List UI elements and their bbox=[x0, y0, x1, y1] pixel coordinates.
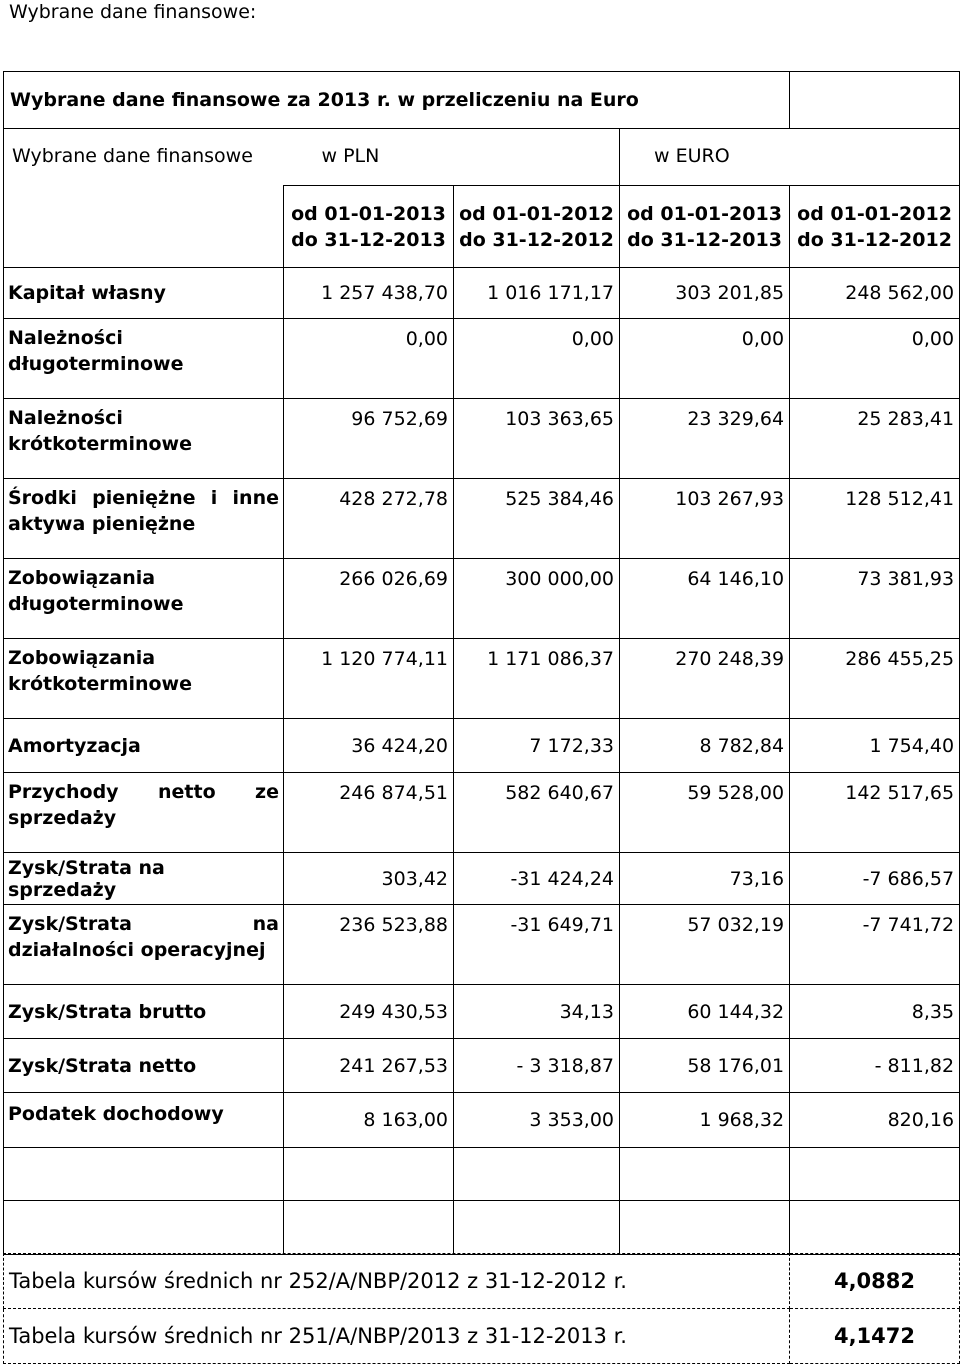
empty-cell bbox=[454, 1148, 620, 1201]
table-row bbox=[4, 1093, 960, 1148]
table-row bbox=[4, 559, 960, 639]
row-label: Należności długoterminowe bbox=[4, 319, 284, 399]
row-value: 3 353,00 bbox=[454, 1093, 620, 1148]
row-value: 34,13 bbox=[454, 985, 620, 1039]
row-value: 300 000,00 bbox=[454, 559, 620, 639]
empty-cell bbox=[284, 1201, 454, 1255]
period-header bbox=[454, 186, 620, 268]
page-heading: Wybrane dane finansowe: bbox=[9, 1, 257, 23]
period-to: do 31-12-2013 bbox=[291, 228, 446, 251]
row-label: Zysk/Strata brutto bbox=[4, 985, 284, 1039]
row-value: -31 649,71 bbox=[454, 905, 620, 985]
row-label: Podatek dochodowy bbox=[4, 1093, 284, 1148]
period-to: do 31-12-2012 bbox=[459, 228, 614, 251]
period-from: od 01-01-2013 bbox=[291, 202, 446, 225]
row-value: 8 163,00 bbox=[284, 1093, 454, 1148]
row-value: 241 267,53 bbox=[284, 1039, 454, 1093]
table-row bbox=[4, 479, 960, 559]
table-title: Wybrane dane finansowe za 2013 r. w przeliczeniu na Euro bbox=[4, 72, 790, 129]
row-value: -7 741,72 bbox=[790, 905, 960, 985]
row-label: Kapitał własny bbox=[4, 268, 284, 319]
row-label: Przychody netto ze sprzedaży bbox=[4, 773, 284, 853]
row-value: 270 248,39 bbox=[620, 639, 790, 719]
header-group-pln: w PLN bbox=[284, 129, 620, 186]
row-label: Zysk/Strata na sprzedaży bbox=[4, 853, 284, 905]
empty-cell bbox=[284, 1148, 454, 1201]
row-value: 142 517,65 bbox=[790, 773, 960, 853]
row-value: 1 016 171,17 bbox=[454, 268, 620, 319]
row-value: 60 144,32 bbox=[620, 985, 790, 1039]
table-row bbox=[4, 1039, 960, 1093]
row-label: Środki pieniężne i inne aktywa pieniężne bbox=[4, 479, 284, 559]
rate-value: 4,0882 bbox=[790, 1254, 960, 1309]
rate-label: Tabela kursów średnich nr 252/A/NBP/2012 z 31-12-2012 r. bbox=[4, 1254, 790, 1309]
row-value: 23 329,64 bbox=[620, 399, 790, 479]
row-value: 286 455,25 bbox=[790, 639, 960, 719]
row-value: -7 686,57 bbox=[790, 853, 960, 905]
row-label: Zobowiązania długoterminowe bbox=[4, 559, 284, 639]
row-value: 7 172,33 bbox=[454, 719, 620, 773]
row-value: 57 032,19 bbox=[620, 905, 790, 985]
row-value: 0,00 bbox=[454, 319, 620, 399]
empty-cell bbox=[790, 1201, 960, 1255]
period-from: od 01-01-2012 bbox=[459, 202, 614, 225]
row-value: 8 782,84 bbox=[620, 719, 790, 773]
table-row bbox=[4, 639, 960, 719]
financial-data-table bbox=[3, 71, 960, 1255]
row-value: 36 424,20 bbox=[284, 719, 454, 773]
empty-cell bbox=[790, 72, 960, 129]
row-value: 1 754,40 bbox=[790, 719, 960, 773]
row-value: 64 146,10 bbox=[620, 559, 790, 639]
row-value: 96 752,69 bbox=[284, 399, 454, 479]
row-value: 428 272,78 bbox=[284, 479, 454, 559]
empty-cell bbox=[620, 1148, 790, 1201]
row-label: Amortyzacja bbox=[4, 719, 284, 773]
empty-cell bbox=[4, 1201, 284, 1255]
row-value: - 3 318,87 bbox=[454, 1039, 620, 1093]
row-value: 8,35 bbox=[790, 985, 960, 1039]
row-value: 303,42 bbox=[284, 853, 454, 905]
rate-row bbox=[4, 1254, 960, 1309]
exchange-rates-table bbox=[3, 1253, 960, 1364]
row-value: 582 640,67 bbox=[454, 773, 620, 853]
row-label: Zysk/Strata na działalności operacyjnej bbox=[4, 905, 284, 985]
empty-row bbox=[4, 1148, 960, 1201]
row-value: 820,16 bbox=[790, 1093, 960, 1148]
row-value: - 811,82 bbox=[790, 1039, 960, 1093]
row-value: 0,00 bbox=[284, 319, 454, 399]
period-to: do 31-12-2012 bbox=[797, 228, 952, 251]
row-value: 1 120 774,11 bbox=[284, 639, 454, 719]
row-value: 73,16 bbox=[620, 853, 790, 905]
row-value: 1 968,32 bbox=[620, 1093, 790, 1148]
table-row bbox=[4, 399, 960, 479]
row-value: 103 267,93 bbox=[620, 479, 790, 559]
row-value: 0,00 bbox=[620, 319, 790, 399]
row-value: 0,00 bbox=[790, 319, 960, 399]
row-value: -31 424,24 bbox=[454, 853, 620, 905]
empty-cell bbox=[454, 1201, 620, 1255]
row-value: 103 363,65 bbox=[454, 399, 620, 479]
row-value: 246 874,51 bbox=[284, 773, 454, 853]
header-label: Wybrane dane finansowe bbox=[4, 129, 284, 268]
row-label: Zobowiązania krótkoterminowe bbox=[4, 639, 284, 719]
table-row bbox=[4, 985, 960, 1039]
rate-row bbox=[4, 1309, 960, 1364]
period-header bbox=[284, 186, 454, 268]
row-value: 1 171 086,37 bbox=[454, 639, 620, 719]
table-row bbox=[4, 268, 960, 319]
table-row bbox=[4, 773, 960, 853]
title-row bbox=[4, 72, 960, 129]
row-label: Zysk/Strata netto bbox=[4, 1039, 284, 1093]
empty-cell bbox=[620, 1201, 790, 1255]
period-from: od 01-01-2013 bbox=[627, 202, 782, 225]
empty-row bbox=[4, 1201, 960, 1255]
row-value: 248 562,00 bbox=[790, 268, 960, 319]
row-value: 59 528,00 bbox=[620, 773, 790, 853]
table-row bbox=[4, 319, 960, 399]
period-to: do 31-12-2013 bbox=[627, 228, 782, 251]
row-value: 525 384,46 bbox=[454, 479, 620, 559]
table-row bbox=[4, 719, 960, 773]
empty-cell bbox=[4, 1148, 284, 1201]
period-header bbox=[790, 186, 960, 268]
row-value: 25 283,41 bbox=[790, 399, 960, 479]
rate-label: Tabela kursów średnich nr 251/A/NBP/2013 z 31-12-2013 r. bbox=[4, 1309, 790, 1364]
row-value: 58 176,01 bbox=[620, 1039, 790, 1093]
row-value: 1 257 438,70 bbox=[284, 268, 454, 319]
row-value: 266 026,69 bbox=[284, 559, 454, 639]
rate-value: 4,1472 bbox=[790, 1309, 960, 1364]
row-value: 303 201,85 bbox=[620, 268, 790, 319]
empty-cell bbox=[790, 1148, 960, 1201]
row-value: 128 512,41 bbox=[790, 479, 960, 559]
row-value: 73 381,93 bbox=[790, 559, 960, 639]
row-value: 249 430,53 bbox=[284, 985, 454, 1039]
row-label: Należności krótkoterminowe bbox=[4, 399, 284, 479]
row-value: 236 523,88 bbox=[284, 905, 454, 985]
table-row bbox=[4, 905, 960, 985]
period-header bbox=[620, 186, 790, 268]
table-row bbox=[4, 853, 960, 905]
period-from: od 01-01-2012 bbox=[797, 202, 952, 225]
header-group-eur: w EURO bbox=[620, 129, 960, 186]
header-group-row bbox=[4, 129, 960, 186]
